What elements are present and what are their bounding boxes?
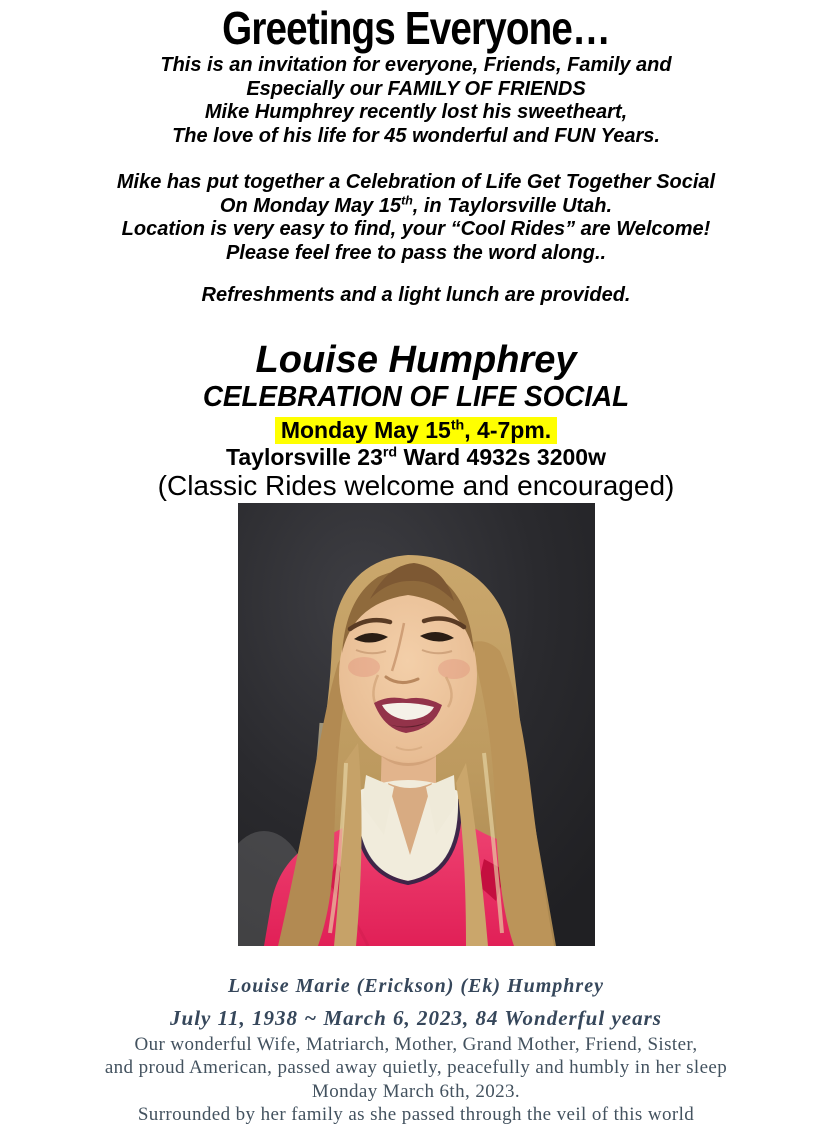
event-date-highlight (275, 417, 557, 444)
memorial-line-4: Surrounded by her family as she passed through the veil of this world (137, 1104, 695, 1125)
intro-line-2: Especially our FAMILY OF FRIENDS (246, 77, 586, 100)
portrait-photo (238, 503, 595, 946)
location-pre: Taylorsville 23 (226, 443, 383, 470)
celebration-name: Louise Humphrey (255, 338, 577, 381)
intro-line-3: Mike Humphrey recently lost his sweetheart, (204, 101, 628, 123)
refreshments-line: Refreshments and a light lunch are provided. (201, 284, 631, 306)
memorial-section (0, 973, 832, 1127)
memorial-line-3: Monday March 6th, 2023. (311, 1080, 521, 1102)
date-pre: Monday May 15 (280, 416, 451, 443)
page-title: Greetings Everyone… (222, 2, 610, 54)
portrait-photo-svg (238, 503, 595, 946)
ordinal-superscript: th (401, 192, 413, 207)
event-line-2-pre: On Monday May 15 (219, 194, 402, 217)
memorial-dates: July 11, 1938 ~ March 6, 2023, 84 Wonderful years (170, 1005, 662, 1030)
memorial-name: Louise Marie (Erickson) (Ek) Humphrey (228, 974, 604, 997)
event-line-4: Please feel free to pass the word along.. (225, 241, 607, 264)
classic-rides-note: (Classic Rides welcome and encouraged) (157, 469, 675, 501)
memorial-line-2: and proud American, passed away quietly, peacefully and humbly in her sleep (104, 1057, 728, 1078)
ordinal-superscript: rd (382, 443, 398, 460)
intro-line-1: This is an invitation for everyone, Friends, Family and (160, 54, 672, 76)
event-line-2-post: , in Taylorsville Utah. (412, 194, 613, 217)
flyer-page (0, 2, 832, 1127)
ordinal-superscript: th (450, 416, 465, 433)
event-location (0, 444, 832, 470)
event-line-2 (0, 192, 832, 219)
memorial-paragraph (0, 1033, 832, 1127)
memorial-line-1: Our wonderful Wife, Matriarch, Mother, Grand Mother, Friend, Sister, (134, 1033, 698, 1055)
intro-line-4: The love of his life for 45 wonderful and FUN Years. (172, 124, 660, 147)
event-line-3: Location is very easy to find, your “Cool Rides” are Welcome! (121, 218, 711, 240)
date-post: , 4-7pm. (464, 416, 552, 443)
event-paragraph (0, 171, 832, 265)
location-post: Ward 4932s 3200w (397, 443, 606, 470)
intro-paragraph (0, 54, 832, 148)
event-line-1: Mike has put together a Celebration of Life Get Together Social (116, 171, 716, 193)
celebration-subtitle: CELEBRATION OF LIFE SOCIAL (202, 380, 630, 413)
event-date-row (0, 417, 832, 444)
